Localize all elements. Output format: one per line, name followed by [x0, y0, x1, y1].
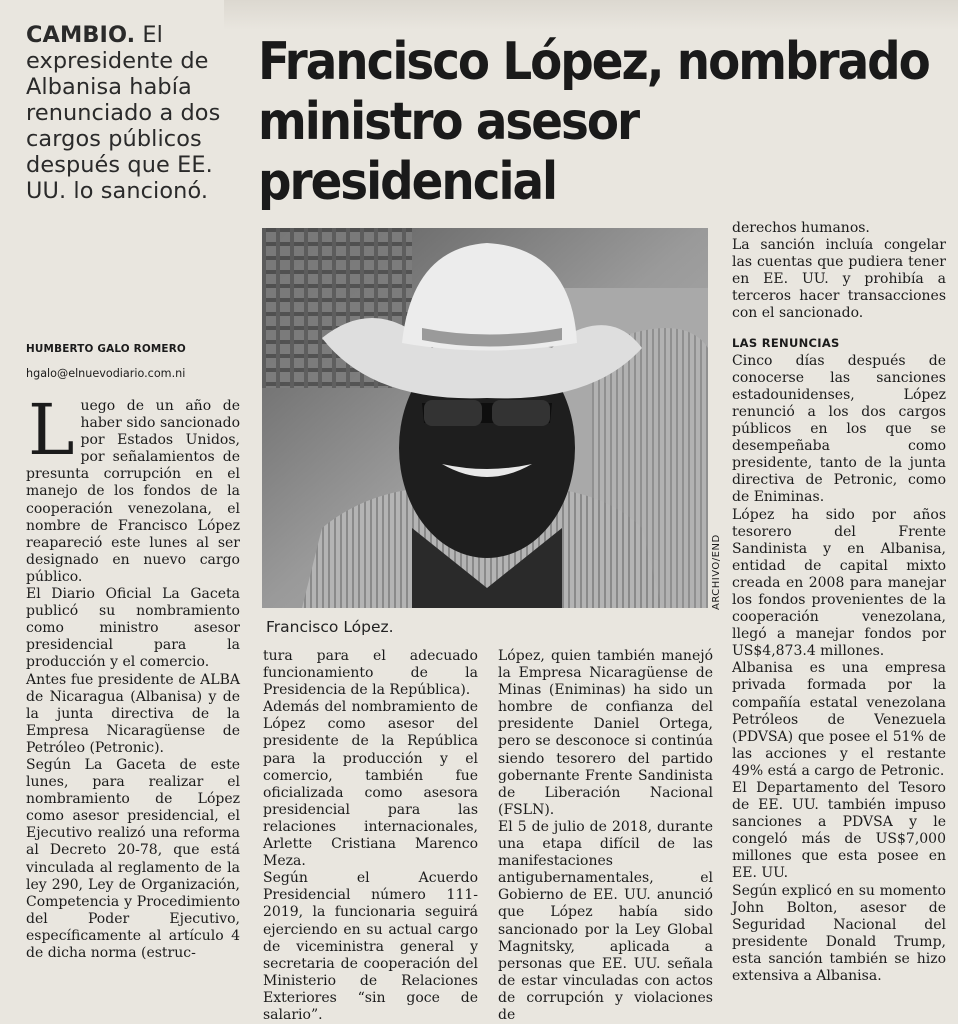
photo-portrait-image	[262, 228, 708, 608]
body-column-3	[498, 648, 713, 1024]
photo-caption: Francisco López.	[266, 618, 394, 636]
paragraph: López, quien también manejó la Empresa Nicaragüense de Minas (Eniminas) ha sido un hombre de confianza del presidente Daniel Ortega, pero se desconoce si continúa siendo tesorero del partido gobernante Frente Sandinista de Liberación Nacional (FSLN).	[498, 648, 713, 818]
paragraph: El 5 de julio de 2018, durante una etapa difícil de las manifestaciones antigubernamentales, el Gobierno de EE. UU. anunció que López había sido sancionado por la Ley Global Magnitsky, aplicada a personas que EE. UU. señala de estar vinculadas con actos de corrupción y violaciones de	[498, 818, 713, 1023]
paragraph: Cinco días después de conocerse las sanciones estadounidenses, López renunció a los dos cargos públicos en los que se desempeñaba como presidente, tanto de la junta directiva de Petronic, como de Eniminas.	[732, 352, 946, 506]
paragraph	[26, 389, 240, 586]
paragraph: tura para el adecuado funcionamiento de la Presidencia de la República).	[263, 648, 478, 699]
paragraph: Antes fue presidente de ALBA de Nicaragua (Albanisa) y de la junta directiva de la Empresa Nicaragüense de Petróleo (Petronic).	[26, 671, 240, 756]
photo-credit: ARCHIVO/END	[711, 534, 722, 610]
standfirst	[26, 22, 226, 204]
paragraph: Según el Acuerdo Presidencial número 111-2019, la funcionaria seguirá ejerciendo en su actual cargo de viceministra general y secretaria de cooperación del Ministerio de Relaciones Exteriores “sin goce de salario”.	[263, 870, 478, 1023]
paragraph: Según La Gaceta de este lunes, para realizar el nombramiento de López como asesor presidencial, el Ejecutivo realizó una reforma al Decreto 20-78, que está vinculada al reglamento de la ley 290, Ley de Organización, Competencia y Procedimiento del Poder Ejecutivo, específicamente al artículo 4 de dicha norma (estruc-	[26, 756, 240, 961]
paragraph: El Departamento del Tesoro de EE. UU. también impuso sanciones a PDVSA y le congeló más de US$7,000 millones que esta posee en EE. UU.	[732, 780, 946, 882]
paragraph: La sanción incluía congelar las cuentas que pudiera tener en EE. UU. y prohibía a terceros hacer transacciones con el sancionado.	[732, 237, 946, 322]
body-column-2	[263, 648, 478, 1024]
body-column-1	[26, 389, 240, 962]
standfirst-text: El expresidente de Albanisa había renunciado a dos cargos públicos después que EE. UU. lo sancionó.	[26, 22, 221, 204]
paragraph: Albanisa es una empresa privada formada por la compañía estatal venezolana Petróleos de Venezuela (PDVSA) que posee el 51% de las acciones y el restante 49% está a cargo de Petronic.	[732, 660, 946, 779]
paragraph: Según explicó en su momento John Bolton, asesor de Seguridad Nacional del presidente Donald Trump, esta sanción también se hizo extensiva a Albanisa.	[732, 882, 946, 985]
page-top-shadow	[224, 0, 958, 30]
body-column-4	[732, 220, 946, 985]
paragraph: Además del nombramiento de López como asesor del presidente de la República para la producción y el comercio, también fue oficializada como asesora presidencial para las relaciones internacionales, Arlette Cristiana Marenco Meza.	[263, 699, 478, 870]
byline-author: HUMBERTO GALO ROMERO	[26, 343, 186, 355]
paragraph: López ha sido por años tesorero del Frente Sandinista y en Albanisa, entidad de capital mixto creada en 2008 para manejar los fondos provenientes de la cooperación venezolana, llegó a manejar fondos por US$4,873.4 millones.	[732, 506, 946, 660]
byline-email: hgalo@elnuevodiario.com.ni	[26, 367, 186, 380]
paragraph: El Diario Oficial La Gaceta publicó su nombramiento como ministro asesor presidencial para la producción y el comercio.	[26, 586, 240, 671]
section-subhead: LAS RENUNCIAS	[732, 335, 840, 350]
drop-cap: L	[28, 389, 75, 471]
standfirst-kicker: CAMBIO.	[26, 22, 136, 48]
paragraph-text: uego de un año de haber sido sancionado por Estados Unidos, por señalamientos de presunta corrupción en el manejo de los fondos de la cooperación venezolana, el nombre de Francisco López reapareció este lunes al ser designado en nuevo cargo público.	[26, 398, 240, 585]
article-photo	[262, 228, 708, 608]
headline: Francisco López, nombrado ministro asesor presidencial	[258, 32, 929, 212]
byline	[26, 343, 226, 380]
sidebar	[26, 22, 226, 204]
paragraph: derechos humanos.	[732, 220, 870, 236]
